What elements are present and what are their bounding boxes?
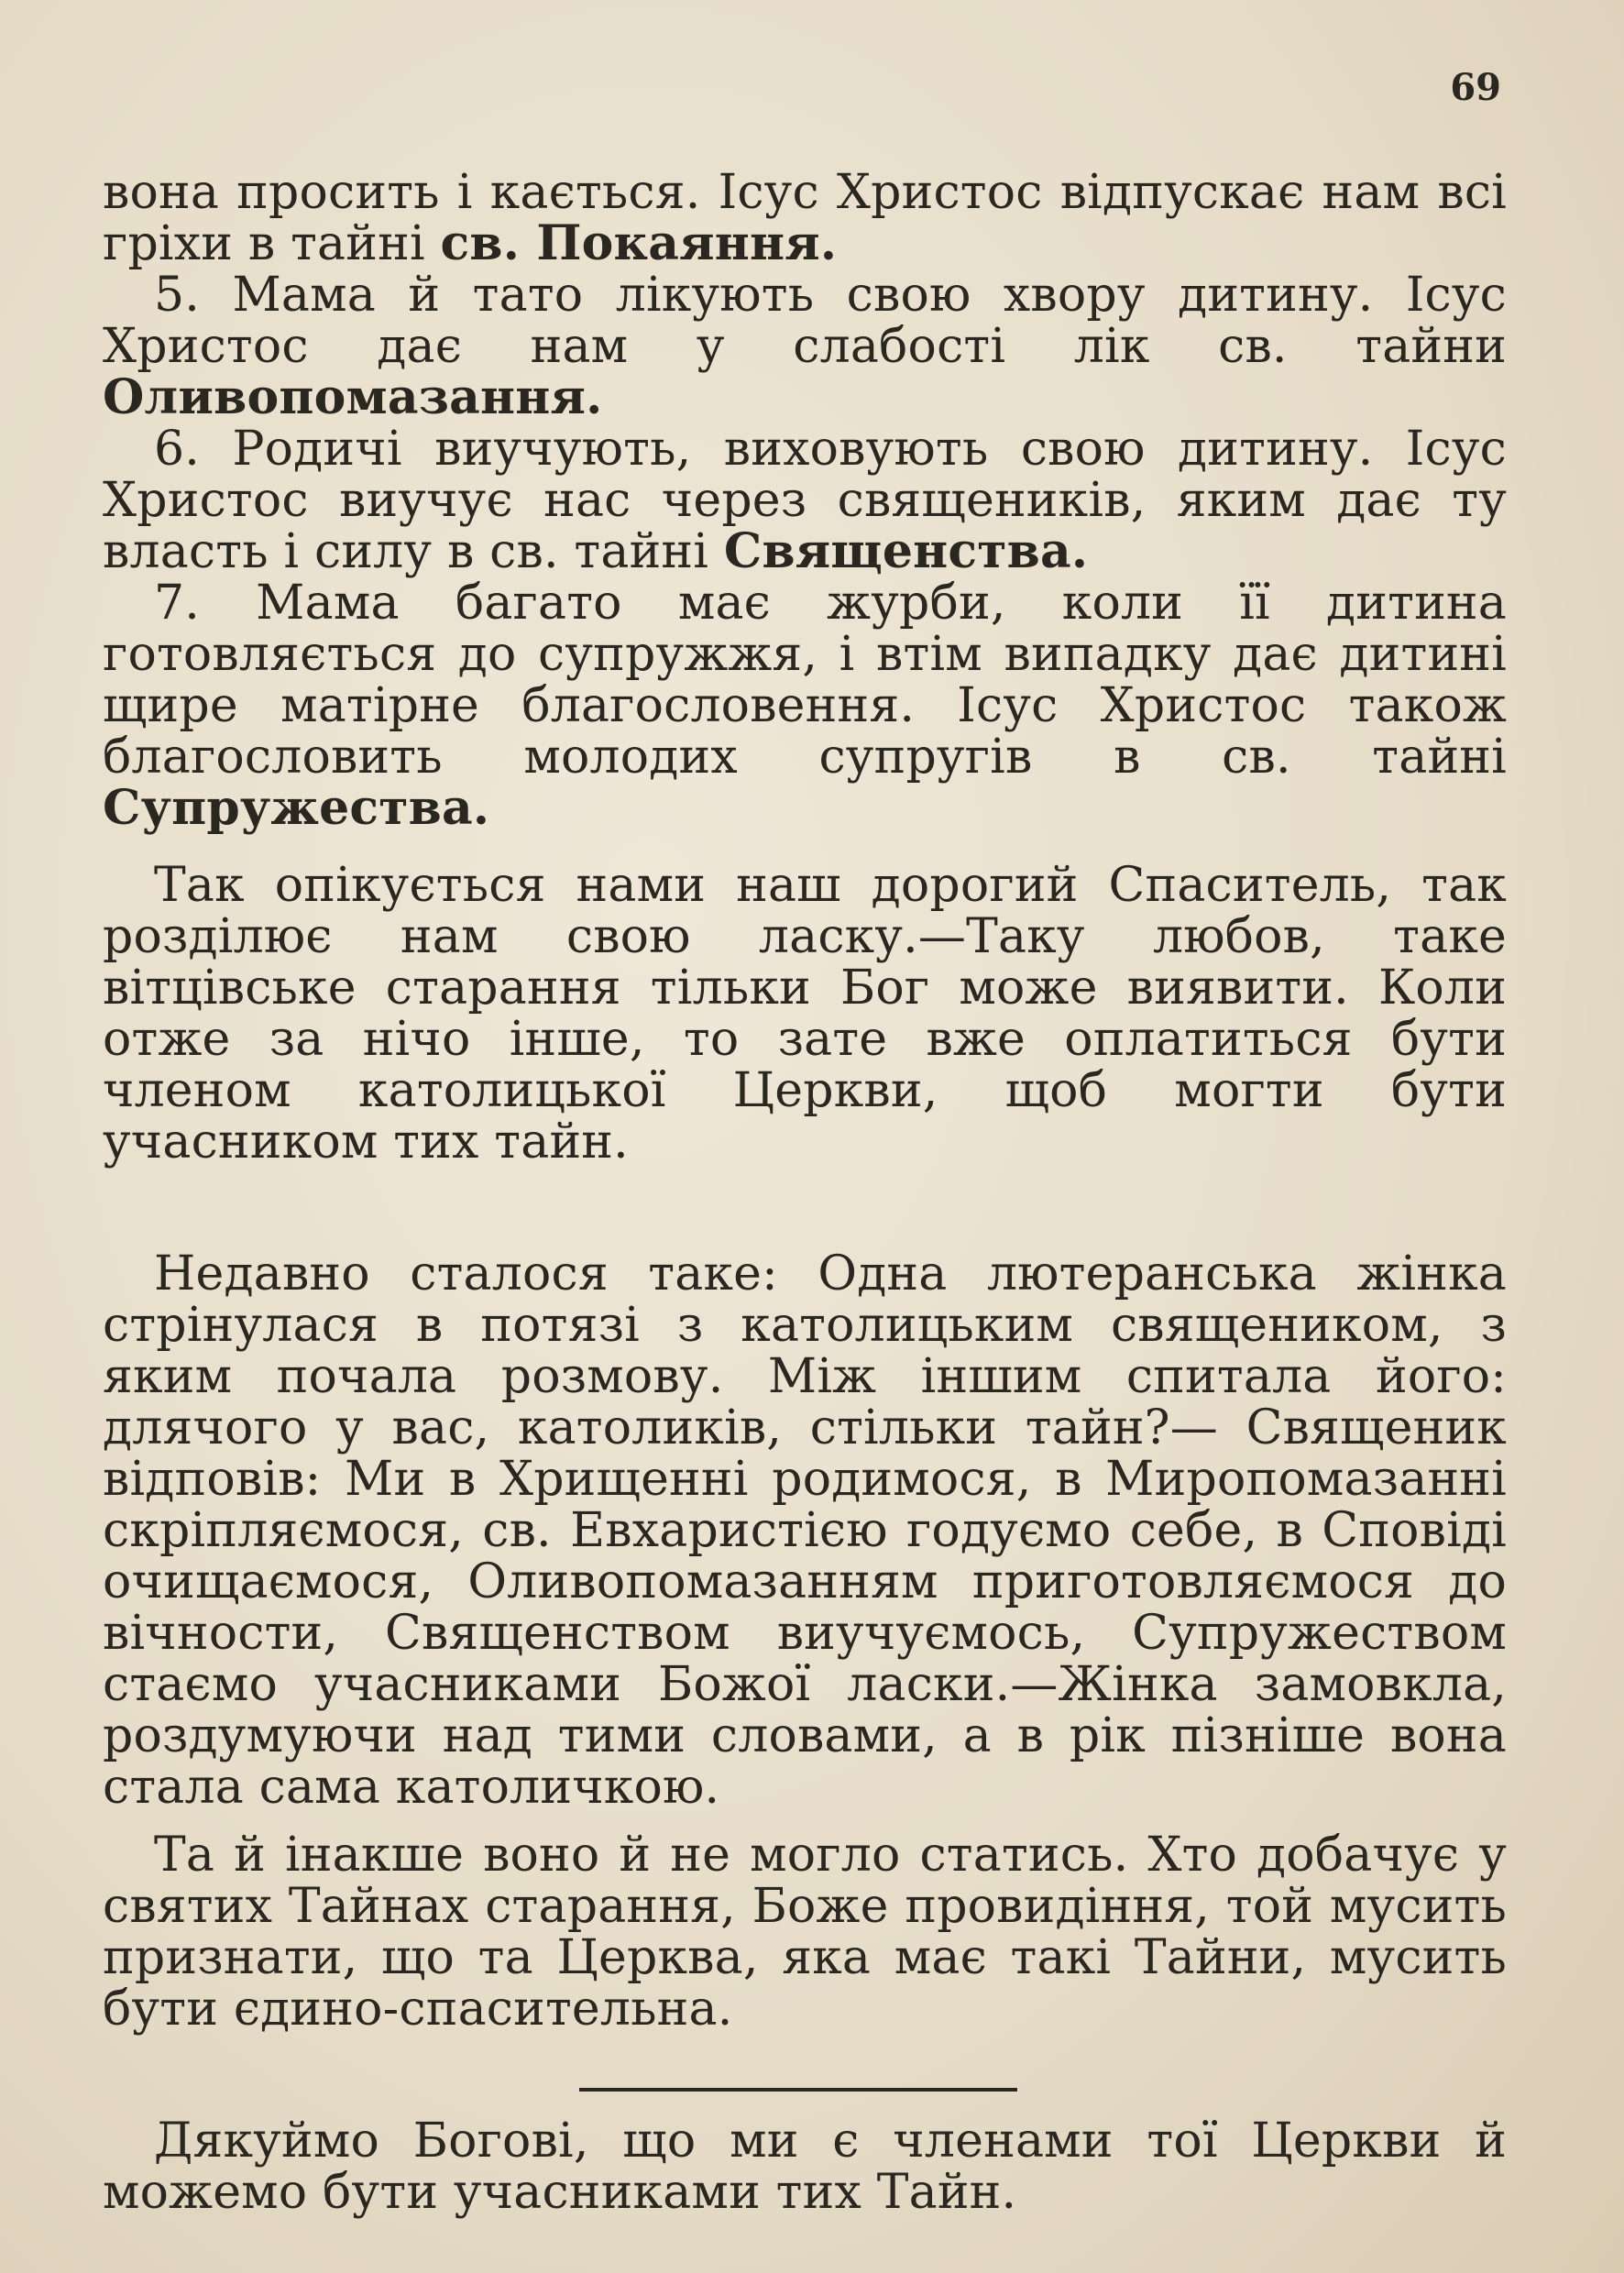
section-divider [579,2088,1017,2092]
paragraph-text: Дякуймо Богові, що ми є членами тої Церкви й можемо бути учасниками тих Тайн. [103,2114,1507,2220]
paragraph-text: 7. Мама багато має журби, коли її дитина готовляється до супружжя, і втім випадку дає дитині щире матірне благословення. Ісус Христос також благословить молодих супругів в св. тайні [103,576,1507,785]
paragraph [103,167,1507,269]
paragraph-text: 6. Родичі виучують, виховують свою дитину. Ісус Христос виучує нас через священиків, яким дає ту власть і силу в св. тайні [103,422,1507,579]
page-number: 69 [1450,66,1501,109]
paragraph-spacer [103,834,1507,860]
paragraph [103,423,1507,577]
paragraph-spacer [103,1168,1507,1248]
emphasized-term: св. Покаяння. [440,215,838,271]
paragraph-text: Так опікується нами наш дорогий Спаситель, так розділює нам свою ласку.—Таку любов, таке вітцівське старання тільки Бог може виявити. Коли отже за нічо інше, то зате вже оплатиться бути членом католицької Церкви, щоб могти бути учасником тих тайн. [103,858,1507,1169]
paragraph [103,269,1507,423]
paragraph [103,2115,1507,2218]
paragraph-text: 5. Мама й тато лікують свою хвору дитину. Ісус Христос дає нам у слабості лік св. тайни [103,268,1507,374]
paragraph-text: вона просить і кається. Ісус Христос відпускає нам всі гріхи в тайні [103,165,1507,271]
paragraph-text: Недавно сталося таке: Одна лютеранська жінка стрінулася в потязі з католицьким священиком, з яким почала розмову. Між іншим спитала його: длячого у вас, католиків, стільки тайн?— Священик відповів: Ми в Хрищенні родимося, в Миропомазанні скріпляємося, св. Евхаристією годуємо себе, в Сповіді очищаємося, Оливопомазанням приготовляємося до вічности, Священством виучуємось, Супружеством стаємо учасниками Божої ласки.—Жінка замовкла, роздумуючи над тими словами, а в рік пізніше вона стала сама католичкою. [103,1246,1507,1815]
emphasized-term: Священства. [723,523,1089,579]
paragraph [103,1829,1507,2035]
paragraph [103,1248,1507,1813]
paragraph [103,860,1507,1168]
paragraph [103,577,1507,834]
emphasized-term: Оливопомазання. [103,369,603,425]
emphasized-term: Супружества. [103,780,490,836]
paragraph-spacer [103,2035,1507,2115]
paragraph-text: Та й інакше воно й не могло статись. Хто добачує у святих Тайнах старання, Боже провидіння, той мусить признати, що та Церква, яка має такі Тайни, мусить бути єдино-спасительна. [103,1828,1507,2037]
text-body [103,167,1507,2218]
